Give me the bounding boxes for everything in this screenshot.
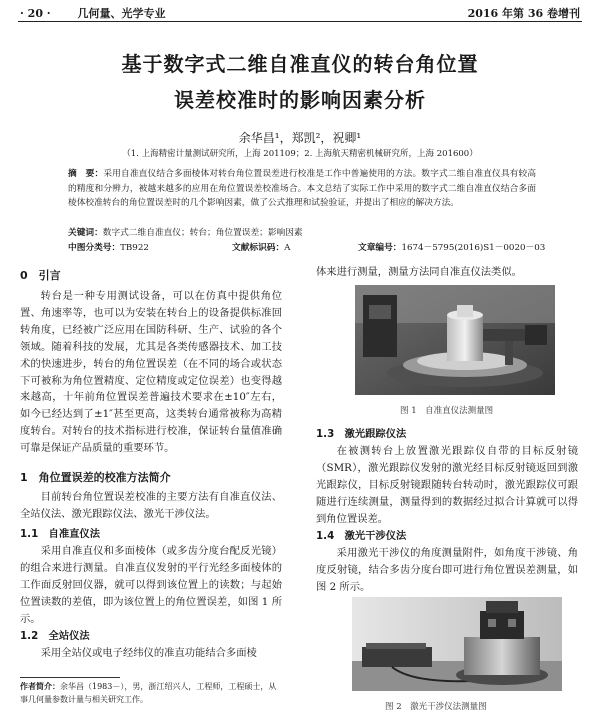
section-1-1-paragraph: 采用自准直仪和多面棱体（或多齿分度台配反光镜）的组合来进行测量。自准直仪发射的平行光经多面棱体的工作面反射回仪器，就可以得到该位置上的读数；与起始位置读数的差值，即为该位置上的角位置误差，如图 1 所示。 — [20, 545, 282, 625]
author-bio-footnote — [20, 680, 282, 706]
article-number — [358, 241, 545, 253]
running-header — [0, 0, 600, 22]
journal-issue: 2016 年第 36 卷增刊 — [467, 7, 580, 20]
figure-2-photo — [352, 597, 562, 691]
author-affiliation: （1. 上海精密计量测试研究所，上海 201109；2. 上海航天精密机械研究所，上海 201600） — [122, 149, 478, 159]
clc-number — [68, 241, 149, 253]
section-1-4-body — [316, 545, 578, 596]
section-1-1-body — [20, 543, 282, 628]
figure-1-photo — [355, 285, 555, 395]
footnote-label: 作者简介： — [20, 682, 60, 691]
section-1-3-body — [316, 443, 578, 528]
autocollimator-setup-image — [355, 285, 555, 395]
abstract-label: 摘 要： — [68, 169, 104, 179]
section-1-heading: 1 角位置误差的校准方法简介 — [20, 471, 171, 484]
section-1-2-heading: 1.2 全站仪法 — [20, 630, 90, 642]
section-1-body — [20, 489, 282, 523]
page-number: · 20 · — [20, 7, 51, 20]
article-number-value: 1674－5795(2016)S1－0020－03 — [401, 243, 546, 253]
continued-paragraph — [316, 264, 578, 281]
continued-line: 体来进行测量，测量方法同自准直仪法类似。 — [316, 266, 522, 278]
doc-code-label: 文献标识码： — [232, 243, 285, 253]
footnote-rule — [20, 677, 120, 678]
figure-1-caption: 图 1 自准直仪法测量图 — [400, 406, 494, 416]
section-0-body — [20, 288, 282, 457]
footnote-text: 余华昌（1983－），男，浙江绍兴人，工程师，工程硕士，从事几何量参数计量与相关研究工作。 — [20, 682, 277, 704]
document-code — [232, 241, 290, 253]
section-0-heading: 0 引言 — [20, 269, 61, 282]
section-1-3-heading: 1.3 激光跟踪仪法 — [316, 428, 407, 440]
doc-code-value: A — [284, 243, 291, 253]
section-1-2-paragraph: 采用全站仪或电子经纬仪的准直功能结合多面棱 — [40, 647, 257, 659]
title-line-1: 基于数字式二维自准直仪的转台角位置 — [121, 52, 479, 76]
section-1-paragraph: 目前转台角位置误差校准的主要方法有自准直仪法、全站仪法、激光跟踪仪法、激光干涉仪法。 — [20, 491, 282, 520]
section-1-1-heading: 1.1 自准直仪法 — [20, 528, 101, 540]
abstract — [68, 167, 536, 211]
abstract-text: 采用自准直仪结合多面棱体对转台角位置误差进行校准是工作中普遍使用的方法。数字式二维自准直仪具有较高的精度和分辨力，被越来越多的应用在角位置误差校准场合。本文总结了实际工作中采用的数字式二维自准直仪结合多面棱体校准转台的角位置误差时的几个影响因素，做了公式推理和试验验证，并提出了相应的解决方法。 — [68, 169, 537, 208]
header-left — [20, 5, 165, 21]
section-0-paragraph: 转台是一种专用测试设备，可以在仿真中提供角位置、角速率等，也可以为安装在转台上的设备提供标准回转角度，已经被广泛应用在国防科研、生产、试验的各个领域。随着科技的发展，尤其是各类传感器技术、加工技术的快速进步，转台的角位置误差（在不同的场合或状态下可被称为角位置精度、定位精度或定位误差）也变得越来越高，十年前角位置误差普遍技术要求在±10″左右，如今已经达到了±1″甚至更高，这类转台通常被称为高精度转台。对转台的技术指标进行校准，保证转台量值准确可靠是保证产品质量的重要环节。 — [20, 290, 282, 455]
section-1-2-body — [20, 645, 282, 662]
header-rule — [18, 21, 582, 22]
keywords-label: 关键词： — [68, 228, 103, 238]
section-1-4-paragraph: 采用激光干涉仪的角度测量附件，如角度干涉镜、角度反射镜，结合多齿分度台即可进行角位置误差测量，如图 2 所示。 — [316, 547, 578, 593]
keywords-text: 数字式二维自准直仪；转台；角位置误差；影响因素 — [102, 228, 303, 238]
author-names: 余华昌¹，郑凯²，祝卿¹ — [238, 131, 362, 145]
figure-2-caption: 图 2 激光干涉仪法测量图 — [385, 702, 487, 712]
clc-label: 中图分类号： — [68, 243, 121, 253]
article-number-label: 文章编号： — [358, 243, 402, 253]
keywords — [68, 226, 536, 238]
title-line-2: 误差校准时的影响因素分析 — [174, 88, 426, 112]
laser-interferometer-setup-image — [352, 597, 562, 691]
journal-section: 几何量、光学专业 — [77, 7, 166, 20]
clc-value: TB922 — [120, 243, 149, 253]
section-1-4-heading: 1.4 激光干涉仪法 — [316, 530, 407, 542]
section-1-3-paragraph: 在被测转台上放置激光跟踪仪自带的目标反射镜（SMR），激光跟踪仪发射的激光经目标反射镜返回到激光跟踪仪，目标反射镜跟随转台转动时，激光跟踪仪可跟随进行连续测量，测量得到的数据经过拟合计算就可以得到角位置误差。 — [316, 445, 578, 525]
